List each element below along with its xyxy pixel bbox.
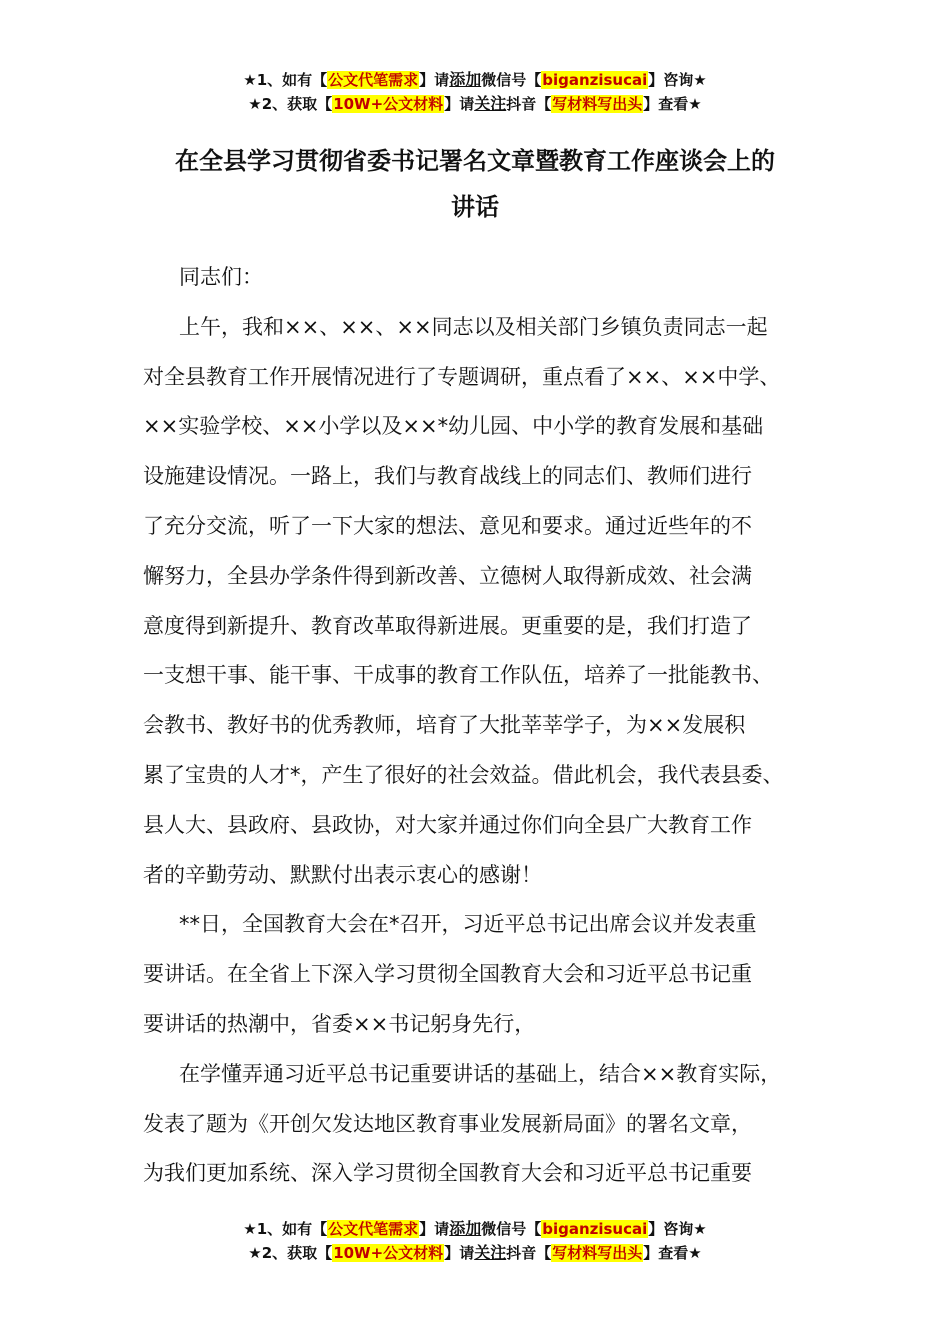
highlight-materials: 10W+公文材料 xyxy=(333,95,444,113)
banner-text: 】请 xyxy=(419,1220,450,1238)
banner-text: ★2、获取【 xyxy=(248,95,333,113)
banner-text: 抖音【 xyxy=(506,95,552,113)
title-line-1: 在全县学习贯彻省委书记署名文章暨教育工作座谈会上的 xyxy=(175,147,775,175)
banner-text: ★2、获取【 xyxy=(248,1244,333,1262)
body-line: 者的辛勤劳动、默默付出表示衷心的感谢！ xyxy=(143,862,542,887)
banner-emphasis: 关注 xyxy=(474,1243,507,1262)
body-line: 对全县教育工作开展情况进行了专题调研，重点看了××、××中学、 xyxy=(143,364,781,389)
body-line: 在学懂弄通习近平总书记重要讲话的基础上，结合××教育实际， xyxy=(179,1061,782,1086)
document-title xyxy=(120,138,830,230)
highlight-douyin-id: 写材料写出头 xyxy=(552,1244,643,1262)
body-line: 一支想干事、能干事、干成事的教育工作队伍，培养了一批能教书、 xyxy=(143,663,773,688)
banner-text: 】查看★ xyxy=(643,1244,702,1262)
body-line: 县人大、县政府、县政协，对大家并通过你们向全县广大教育工作 xyxy=(143,812,752,837)
banner-line-1 xyxy=(0,1217,950,1241)
banner-text: ★1、如有【 xyxy=(243,1220,328,1238)
banner-text: 】查看★ xyxy=(643,95,702,113)
banner-emphasis: 添加 xyxy=(449,1219,482,1238)
banner-line-1 xyxy=(0,68,950,92)
banner-text: 】咨询★ xyxy=(648,1220,707,1238)
body-line: 要讲话。在全省上下深入学习贯彻全国教育大会和习近平总书记重 xyxy=(143,962,752,987)
highlight-materials: 10W+公文材料 xyxy=(333,1244,444,1262)
body-line: 懈努力，全县办学条件得到新改善、立德树人取得新成效、社会满 xyxy=(143,563,752,588)
body-line: 了充分交流，听了一下大家的想法、意见和要求。通过近些年的不 xyxy=(143,513,752,538)
body-line: **日，全国教育大会在*召开，习近平总书记出席会议并发表重 xyxy=(179,912,757,937)
highlight-wechat-id: biganzisucai xyxy=(542,1220,648,1238)
body-line: 要讲话的热潮中，省委××书记躬身先行， xyxy=(143,1011,536,1036)
banner-text: 微信号【 xyxy=(481,1220,542,1238)
body-line: ××实验学校、××小学以及××*幼儿园、中小学的教育发展和基础 xyxy=(143,414,764,439)
banner-emphasis: 关注 xyxy=(474,94,507,113)
banner-line-2 xyxy=(0,1241,950,1265)
banner-text: 】咨询★ xyxy=(648,71,707,89)
banner-text: 】请 xyxy=(444,1244,475,1262)
body-line: 发表了题为《开创欠发达地区教育事业发展新局面》的署名文章， xyxy=(143,1111,752,1136)
document-body xyxy=(143,253,833,1199)
banner-text: 抖音【 xyxy=(506,1244,552,1262)
body-line: 会教书、教好书的优秀教师，培育了大批莘莘学子，为××发展积 xyxy=(143,713,746,738)
body-line: 设施建设情况。一路上，我们与教育战线上的同志们、教师们进行 xyxy=(143,464,752,489)
banner-text: 】请 xyxy=(419,71,450,89)
banner-text: ★1、如有【 xyxy=(243,71,328,89)
banner-emphasis: 添加 xyxy=(449,70,482,89)
highlight-douyin-id: 写材料写出头 xyxy=(552,95,643,113)
body-line: 意度得到新提升、教育改革取得新进展。更重要的是，我们打造了 xyxy=(143,613,752,638)
highlight-service: 公文代笔需求 xyxy=(328,71,419,89)
bottom-banner xyxy=(0,1217,950,1265)
body-line: 累了宝贵的人才*，产生了很好的社会效益。借此机会，我代表县委、 xyxy=(143,762,784,787)
banner-line-2 xyxy=(0,92,950,116)
highlight-service: 公文代笔需求 xyxy=(328,1220,419,1238)
banner-text: 】请 xyxy=(444,95,475,113)
body-line: 为我们更加系统、深入学习贯彻全国教育大会和习近平总书记重要 xyxy=(143,1161,752,1186)
banner-text: 微信号【 xyxy=(481,71,542,89)
body-line: 上午，我和××、××、××同志以及相关部门乡镇负责同志一起 xyxy=(179,314,768,339)
salutation: 同志们： xyxy=(179,265,263,289)
highlight-wechat-id: biganzisucai xyxy=(542,71,648,89)
top-banner xyxy=(0,68,950,116)
title-line-2: 讲话 xyxy=(451,193,499,221)
